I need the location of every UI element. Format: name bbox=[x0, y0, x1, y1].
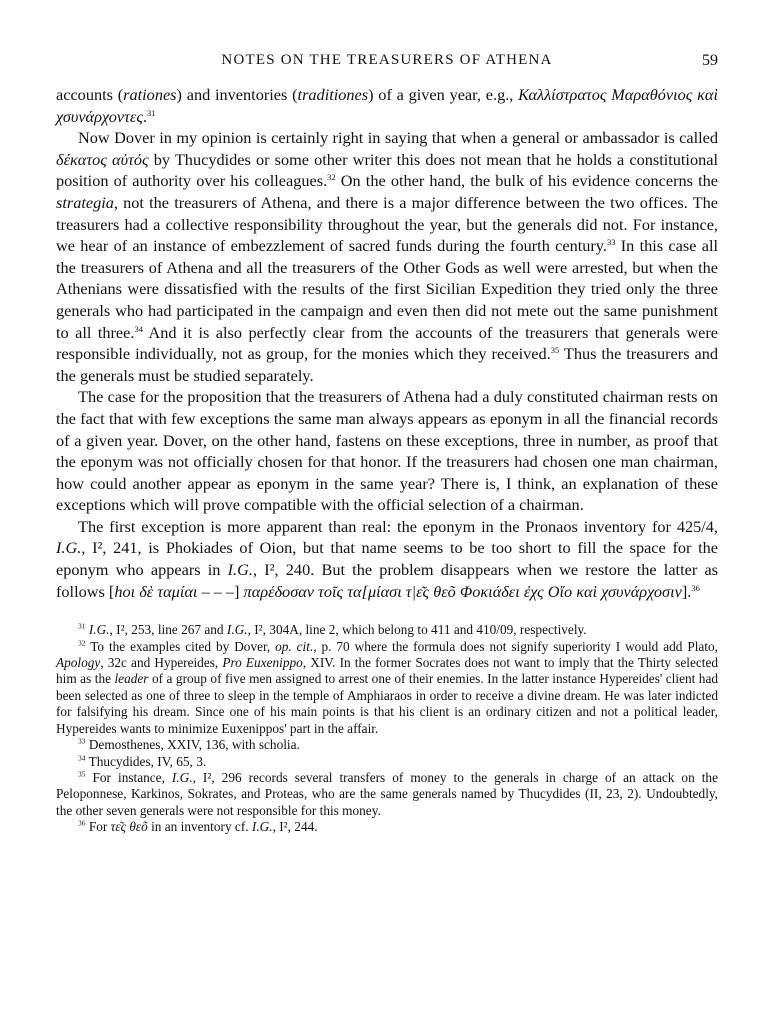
italic-text: I.G. bbox=[56, 538, 82, 558]
text-run: , p. 70 where the formula does not signify superiority I would add Plato, bbox=[313, 638, 718, 654]
italic-text: τε͂ς θεõ bbox=[110, 819, 148, 835]
footnotes bbox=[56, 622, 718, 835]
text-run: For instance, bbox=[92, 769, 172, 785]
footnote bbox=[56, 639, 718, 737]
italic-text: Pro Euxenippo bbox=[222, 655, 303, 671]
italic-text: Καλλίστρατος Μαραθόνιος καὶ χσυνάρχοντες bbox=[56, 85, 719, 126]
running-title: NOTES ON THE TREASURERS OF ATHENA bbox=[221, 52, 553, 68]
italic-text: op. cit. bbox=[275, 638, 314, 654]
footnote-ref: 31 bbox=[147, 107, 156, 118]
footnote-ref: 35 bbox=[550, 345, 560, 356]
italic-text: δέκατος αὐτός bbox=[56, 149, 149, 169]
text-run: , I², 304A, line 2, which belong to 411 and 410/09, respectively. bbox=[247, 622, 587, 638]
footnote-number: 36 bbox=[78, 818, 86, 828]
italic-text: Apology bbox=[56, 655, 101, 671]
text-run: And it is also perfectly clear from the accounts of the treasurers that generals were responsible individually, not as group, for the monies which they received. bbox=[56, 322, 718, 364]
running-header bbox=[56, 52, 718, 80]
text-run: , I², 253, line 267 and bbox=[109, 622, 227, 638]
text-run: , I², 296 records several transfers of money to the generals in charge of an attack on the Peloponnese, Karkinos, Sokrates, and Proteas, who are the same generals named by Thucydides (II, 23, 2). Undoubtedly, the other seven generals were not responsible for this money. bbox=[56, 769, 718, 818]
footnote-number: 31 bbox=[78, 621, 86, 631]
text-run: , I², 241, is Phokiades of Oion, but that name seems to be too short to fill the space for the eponym who appears in bbox=[56, 538, 718, 580]
text-run: To the examples cited by Dover, bbox=[90, 638, 276, 654]
text-run: , XIV. In the former Socrates does not want to imply that the Thirty selected him as the bbox=[56, 655, 718, 687]
text-run: by Thucydides or some other writer this does not mean that he holds a constitutional position of authority over his colleagues. bbox=[56, 149, 718, 191]
text-run: in an inventory cf. bbox=[147, 819, 252, 835]
text-run: For bbox=[88, 819, 111, 835]
footnote-ref: 33 bbox=[606, 237, 616, 248]
footnote bbox=[56, 754, 718, 770]
text-run: On the other hand, the bulk of his evidence concerns the bbox=[335, 171, 719, 191]
body-text bbox=[56, 84, 718, 602]
footnote bbox=[56, 622, 718, 638]
footnote-ref: 32 bbox=[327, 172, 336, 183]
italic-text: I.G. bbox=[171, 769, 193, 785]
italic-text: traditiones bbox=[297, 85, 369, 104]
text-run: ) and inventories ( bbox=[176, 85, 298, 104]
text-run: Thucydides, IV, 65, 3. bbox=[88, 753, 207, 769]
italic-text: I.G. bbox=[227, 560, 253, 580]
italic-text: I.G. bbox=[226, 622, 248, 638]
footnote-ref: 34 bbox=[134, 323, 143, 334]
text-run: The case for the proposition that the treasurers of Athena had a duly constituted chairman rests on the fact that with few exceptions the same man always appears as eponym in all the financial records of a given year. Dover, on the other hand, fastens on these exceptions, three in number, as proof that the eponym was not officially chosen for that honor. If the treasurers had chosen one man chairman, how could another appear as eponym in the same year? There is, I think, an explanation of these exceptions which will prove compatible with the official selection of a chairman. bbox=[56, 387, 718, 515]
italic-text: strategia bbox=[56, 192, 114, 212]
text-run: Now Dover in my opinion is certainly right in saying that when a general or ambassador is called bbox=[78, 128, 718, 148]
italic-text: I.G. bbox=[88, 622, 110, 638]
text-run: , I², 240. But the problem disappears when we restore the latter as follows [ bbox=[56, 560, 719, 601]
footnote-number: 32 bbox=[78, 638, 86, 648]
text-run: Thus the treasurers and the generals must be studied separately. bbox=[56, 344, 718, 385]
italic-text: leader bbox=[114, 671, 149, 687]
text-run: The first exception is more apparent than real: the eponym in the Pronaos inventory for 425/4, bbox=[78, 516, 718, 536]
text-run: of a group of five men assigned to arrest one of their enemies. In the latter instance Hypereides' client had been selected as one of three to sleep in the temple of Amphiaraos in order to receive a divine dream. He was later indicted for falsifying his dream. Since one of his main points is that his client is an ordinary citizen and not a political leader, Hypereides wants to minimize Euxenippos' part in the affair. bbox=[56, 671, 718, 736]
text-run: In this case all the treasurers of Athena and all the treasurers of the Other Gods as well were arrested, but when the Athenians were dissatisfied with the results of the first Sicilian Expedition they tried only the three generals who had participated in the campaign and even then did not mete out the same punishment to all three. bbox=[56, 236, 719, 342]
footnote bbox=[56, 737, 718, 753]
paragraph bbox=[56, 386, 718, 516]
text-run: ]. bbox=[681, 581, 692, 601]
footnote bbox=[56, 770, 718, 819]
page-number: 59 bbox=[702, 52, 718, 69]
footnote bbox=[56, 819, 718, 835]
text-run: , not the treasurers of Athena, and there is a major difference between the two offices. The treasurers had a collective responsibility throughout the year, but the generals did not. For instance, we hear of an instance of embezzlement of sacred funds during the fourth century. bbox=[56, 192, 718, 256]
footnote-number: 33 bbox=[78, 736, 86, 746]
italic-text: I.G. bbox=[251, 819, 273, 835]
paragraph bbox=[56, 127, 718, 386]
paragraph bbox=[56, 84, 718, 127]
text-run: , 32c and Hypereides, bbox=[100, 655, 223, 671]
text-run: . bbox=[142, 106, 148, 126]
footnote-ref: 36 bbox=[691, 582, 700, 593]
text-run: ) of a given year, e.g., bbox=[368, 85, 519, 104]
italic-text: παρέδοσαν τοῖς τα[μίασι τ|ε͂ς θεõ Φοκιάδει ἐχς Οἴο καὶ χσυνάρχοσιν bbox=[243, 581, 682, 601]
text-run: Demosthenes, XXIV, 136, with scholia. bbox=[88, 737, 300, 753]
footnote-number: 34 bbox=[78, 753, 86, 763]
paragraph bbox=[56, 516, 718, 602]
text-run: ] bbox=[234, 581, 244, 601]
page bbox=[56, 52, 718, 836]
footnote-number: 35 bbox=[78, 769, 86, 779]
text-run: accounts ( bbox=[56, 85, 124, 104]
text-run: , I², 244. bbox=[272, 819, 318, 835]
italic-text: hοι δὲ ταμίαι – – – bbox=[114, 581, 235, 601]
italic-text: rationes bbox=[123, 85, 177, 104]
